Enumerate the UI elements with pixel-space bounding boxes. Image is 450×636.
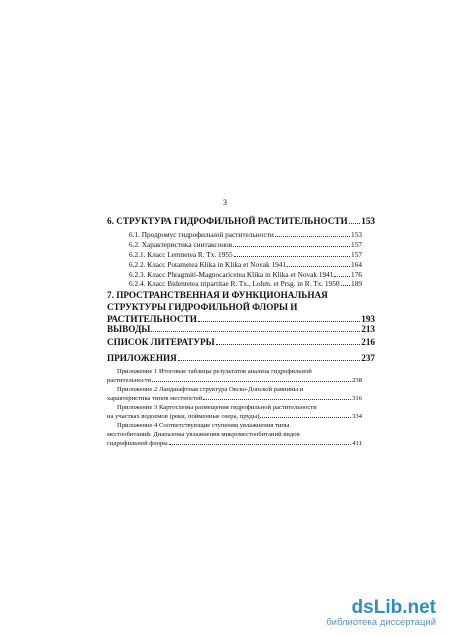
toc-entry-title: 6.2. Характеристика синтаксонов — [129, 240, 233, 249]
toc-appendix-4-line-1: Приложение 4 Соответствующие ступеням увлажнения типы — [117, 422, 290, 429]
toc-entry-title: 6.2.1. Класс Lemnetea R. Tx. 1955 — [129, 250, 233, 259]
leader-dots — [334, 276, 350, 277]
toc-entry-title: ВЫВОДЫ — [107, 324, 151, 334]
toc-entry-page: 176 — [351, 270, 362, 279]
toc-entry-title: гидрофильной флоры — [107, 440, 168, 447]
leader-dots — [341, 285, 351, 286]
watermark-logo: dsLib.net — [351, 597, 436, 618]
leader-dots — [233, 246, 350, 247]
toc-entry-page: 238 — [352, 377, 362, 384]
toc-entry-title: 6.2.2. Класс Potametea Klika in Klika et Novak 1941 — [129, 260, 287, 269]
toc-entry-page: 189 — [351, 279, 362, 288]
toc-entry-page: 157 — [351, 250, 362, 259]
toc-item — [129, 240, 362, 249]
toc-references — [107, 337, 375, 347]
toc-entry-title: характеристика типов местностей — [107, 395, 203, 402]
leader-dots — [234, 256, 350, 257]
toc-appendices — [107, 353, 375, 363]
toc-appendix-2-line-1: Приложение 2 Ландшафтная структура Окско-Донской равнины и — [117, 386, 304, 393]
toc-entry-title: СПИСОК ЛИТЕРАТУРЫ — [107, 337, 215, 347]
toc-entry-page: 334 — [352, 413, 362, 420]
leader-dots — [203, 399, 351, 400]
toc-item — [129, 279, 362, 288]
toc-entry-page: 153 — [361, 216, 375, 226]
toc-appendix-1-line-1: Приложение 1 Итоговые таблицы результатов анализа гидрофильной — [117, 368, 312, 375]
leader-dots — [169, 444, 352, 445]
toc-entry-page: 216 — [361, 337, 375, 347]
toc-chapter-7-line-2: СТРУКТУРЫ ГИДРОФИЛЬНОЙ ФЛОРЫ И — [107, 302, 298, 312]
toc-entry-page: 213 — [361, 324, 375, 334]
toc-entry-page: 153 — [351, 230, 362, 239]
toc-conclusions — [107, 324, 375, 334]
toc-appendix-3-line-1: Приложение 3 Картосхемы размещения гидрофильной растительности — [117, 404, 317, 411]
toc-entry-title: 6.2.3. Класс Phragmiti-Magnocaricetea Klika in Klika et Novak 1941 — [129, 270, 334, 279]
toc-entry-title: на участках водоемов (реки, пойменные озера, пруды) — [107, 413, 260, 420]
toc-appendix-3 — [107, 413, 362, 420]
watermark — [326, 599, 436, 628]
page-number: 3 — [223, 198, 227, 207]
toc-entry-page: 316 — [352, 395, 362, 402]
leader-dots — [198, 321, 360, 322]
toc-chapter-7-line-1: 7. ПРОСТРАНСТВЕННАЯ И ФУНКЦИОНАЛЬНАЯ — [107, 290, 328, 300]
toc-appendix-4 — [107, 440, 362, 447]
leader-dots — [287, 266, 350, 267]
toc-entry-page: 157 — [351, 240, 362, 249]
toc-item — [129, 270, 362, 279]
leader-dots — [275, 236, 350, 237]
leader-dots — [178, 360, 360, 361]
watermark-tagline: библиотека диссертаций — [326, 617, 436, 628]
toc-appendix-1 — [107, 377, 362, 384]
toc-entry-page: 164 — [351, 260, 362, 269]
toc-chapter-6 — [107, 216, 375, 226]
toc-entry-title: растительности — [107, 377, 151, 384]
toc-entry-title: 6. СТРУКТУРА ГИДРОФИЛЬНОЙ РАСТИТЕЛЬНОСТИ — [107, 216, 348, 226]
leader-dots — [151, 331, 360, 332]
toc-entry-title: РАСТИТЕЛЬНОСТИ — [107, 314, 197, 324]
toc-entry-page: 193 — [361, 314, 375, 324]
leader-dots — [216, 344, 361, 345]
toc-entry-title: 6.2.4. Класс Bidentetea tripartitae R. Tx., Lohm. et Prsg. in R. Tx. 1950 — [129, 279, 340, 288]
toc-appendix-4-line-2: местообитаний. Диапазоны увлажнения микроместообитаний видов — [107, 431, 300, 438]
leader-dots — [349, 223, 361, 224]
leader-dots — [260, 417, 351, 418]
toc-appendix-2 — [107, 395, 362, 402]
toc-entry-title: 6.1. Продромус гидрофильной растительности — [129, 230, 274, 239]
toc-entry-page: 411 — [352, 440, 362, 447]
toc-entry-page: 237 — [361, 353, 375, 363]
toc-item — [129, 250, 362, 259]
toc-item — [129, 260, 362, 269]
toc-item — [129, 230, 362, 239]
leader-dots — [152, 381, 351, 382]
toc-chapter-7 — [107, 314, 375, 324]
toc-entry-title: ПРИЛОЖЕНИЯ — [107, 353, 177, 363]
